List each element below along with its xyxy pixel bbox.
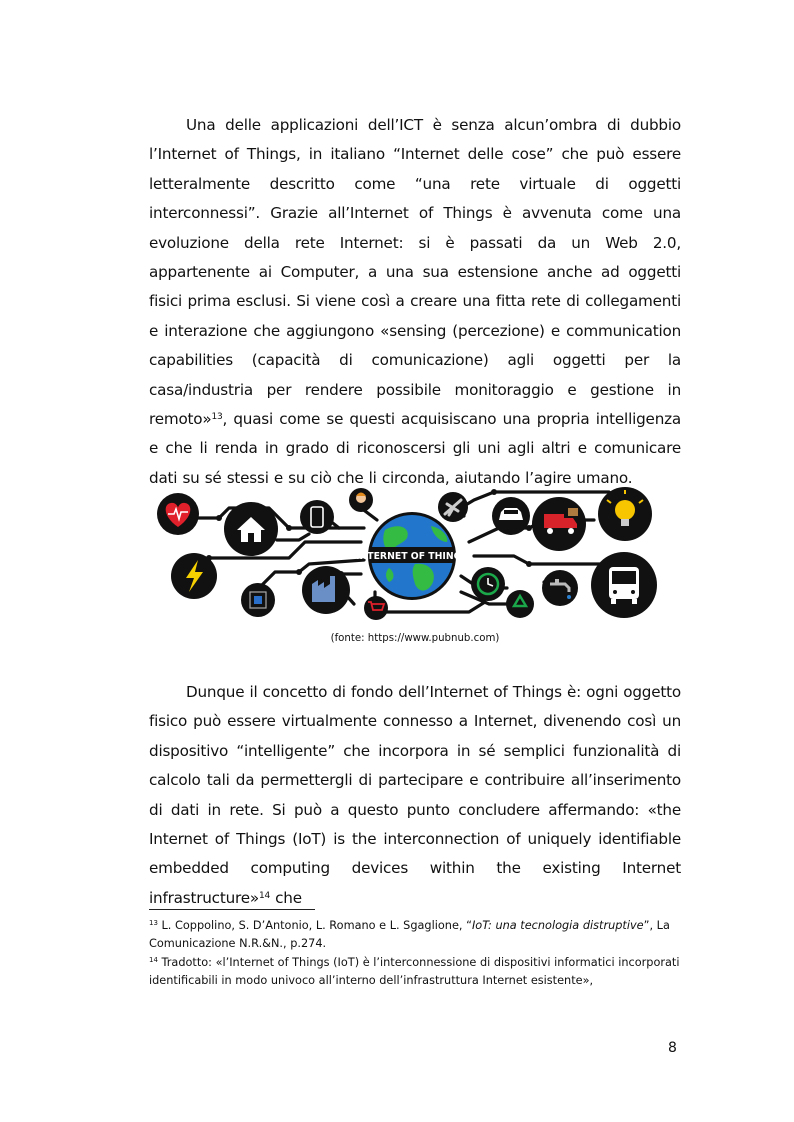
footnote-14-number: 14 <box>149 955 158 964</box>
paragraph-1-text-a: Una delle applicazioni dell’ICT è senza alcun’ombra di dubbio l’Internet of Things, in italiano “Internet delle cose” che può essere letteralmente descritto come “una rete virtuale di oggetti interconnessi”. Grazie all’Internet of Things è avvenuta come una evoluzione della rete Internet: si è passati da un Web 2.0, appartenente ai Computer, a una sua estensione anche ad oggetti fisici prima esclusi. Si viene così a creare una fitta rete di collegamenti e interazione che aggiungono «sensing (percezione) e communication capabilities (capacità di comunicazione) agli oggetti per la casa/industria per rendere possibile monitoraggio e gestione in remoto» <box>149 116 681 429</box>
footnote-ref-14[interactable]: 14 <box>258 890 271 901</box>
footnote-divider <box>149 909 315 910</box>
microchip-icon <box>241 583 275 617</box>
footnote-14 <box>149 954 681 991</box>
footnote-13-title: IoT: una tecnologia distruptive <box>471 919 644 932</box>
footnote-13-text-b: ”, La Comunicazione N.R.&N., p.274. <box>149 919 670 951</box>
footnote-13 <box>149 917 681 954</box>
footnote-ref-13[interactable]: 13 <box>211 412 223 423</box>
footnote-13-number: 13 <box>149 919 158 927</box>
bus-icon <box>591 552 657 618</box>
lightning-bolt-icon <box>171 553 217 599</box>
footnote-14-text: Tradotto: «l’Internet of Things (IoT) è l’interconnessione di dispositivi informatici incorporati identificabili in modo univoco all’interno dell’infrastruttura Internet esistente», <box>149 955 680 988</box>
figure-caption: (fonte: https://www.pubnub.com) <box>330 633 500 644</box>
paragraph-2-text-a: Dunque il concetto di fondo dell’Internet of Things è: ogni oggetto fisico può essere virtualmente connesso a Internet, divenendo così un dispositivo “intelligente” che incorpora in sé semplici funzionalità di calcolo tali da permettergli di partecipare e contribuire all’inserimento di dati in rete. Si può a questo punto concludere affermando: «the Internet of Things (IoT) is the interconnection of uniquely identifiable embedded computing devices within the existing Internet infrastructure» <box>149 683 681 907</box>
recycle-icon <box>506 590 534 618</box>
shopping-cart-icon <box>364 596 388 620</box>
paragraph-2 <box>149 678 681 913</box>
paragraph-1 <box>149 111 681 493</box>
heart-monitor-icon <box>157 493 199 535</box>
airplane-icon <box>438 492 468 522</box>
globe-label: INTERNET OF THINGS <box>356 551 468 562</box>
light-bulb-icon <box>598 487 652 541</box>
factory-icon <box>302 566 350 614</box>
truck-icon <box>532 497 586 551</box>
car-icon <box>492 497 530 535</box>
smartphone-icon <box>300 500 334 534</box>
home-icon <box>224 502 278 556</box>
iot-illustration <box>149 484 681 622</box>
footnotes <box>149 917 681 991</box>
paragraph-2-text-b: che <box>270 888 302 907</box>
person-icon <box>349 488 373 512</box>
water-tap-icon <box>542 570 578 606</box>
page-number: 8 <box>668 1040 677 1056</box>
clock-icon <box>471 567 505 601</box>
footnote-13-text-a: L. Coppolino, S. D’Antonio, L. Romano e L. Sgaglione, “ <box>157 919 472 932</box>
paragraph-1-text-b: , quasi come se questi acquisiscano una propria intelligenza e che li renda in grado di riconoscersi gli uni agli altri e comunicare dati su sé stessi e su ciò che li circonda, aiutando l’agire umano. <box>149 410 681 487</box>
